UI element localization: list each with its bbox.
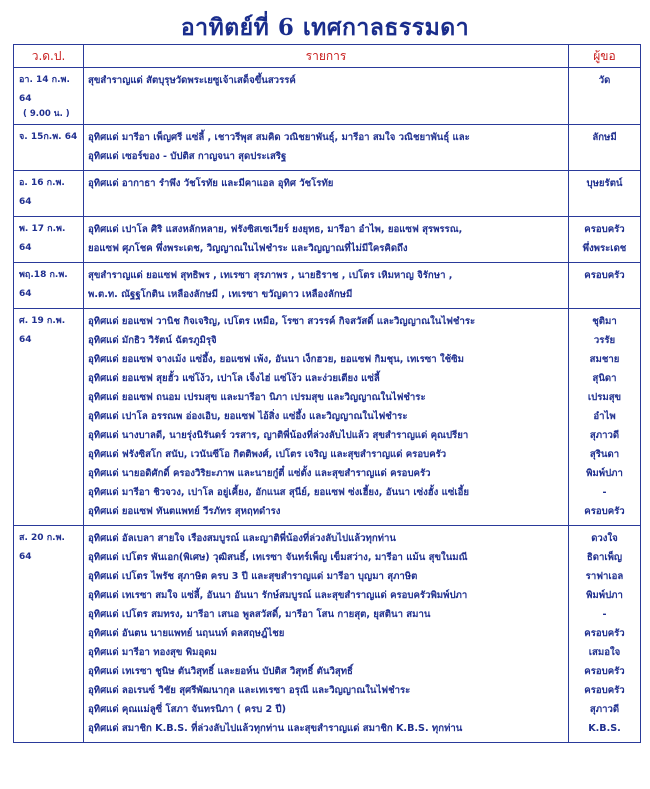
requester-name: สุภาวดี xyxy=(589,430,620,441)
requester-name: เปรมสุข xyxy=(587,392,622,403)
intention-line: อุทิศแด่ คุณแม่ลูซี่ โสภา จันทรนิภา ( ครบ 2 ปี) xyxy=(88,704,287,715)
requester-name: ชุติมา xyxy=(592,316,617,327)
row-requester-cell xyxy=(569,526,641,743)
header-requester: ผู้ขอ xyxy=(569,45,641,68)
row-date-cell xyxy=(14,217,84,263)
requester-name: ครอบครัว xyxy=(584,685,625,696)
row-date: อ. 16 ก.พ. 64 xyxy=(19,178,65,207)
intention-line: อุทิศแด่ อันตน นายแพทย์ นฤนนท์ ดลสฤษฎ์ไชย xyxy=(88,628,285,639)
row-date: พฤ.18 ก.พ. 64 xyxy=(19,270,68,299)
header-items: รายการ xyxy=(84,45,569,68)
requester-name: ครอบครัว xyxy=(584,506,625,517)
requester-name: - xyxy=(602,609,607,620)
intention-line: อุทิศแด่ เปโตร สมทรง, มารีอา เสนอ พูลสวัสดิ์, มารีอา โสน กายสุต, ยุสตินา สมาน xyxy=(88,609,431,620)
row-date-cell xyxy=(14,68,84,125)
table-row xyxy=(14,309,641,526)
row-date-time: ( 9.00 น. ) xyxy=(23,109,70,119)
intention-line: ยอแซฟ ศุภโชค พึ่งพระเดช, วิญญาณในไฟชำระ และวิญญาณที่ไม่มีใครคิดถึง xyxy=(88,243,408,254)
intention-line: อุทิศแด่ เปาโล อรรณพ อ่องเอิบ, ยอแซฟ ไอ้สิ่ง แซ่อึ้ง และวิญญาณในไฟชำระ xyxy=(88,411,408,422)
requester-name: ครอบครัว xyxy=(584,666,625,677)
page-title: อาทิตย์ที่ 6 เทศกาลธรรมดา xyxy=(180,14,470,41)
row-requester-cell xyxy=(569,125,641,171)
requester-name: ครอบครัว xyxy=(584,270,625,281)
row-items-cell xyxy=(84,125,569,171)
row-items-cell xyxy=(84,68,569,125)
table-row xyxy=(14,526,641,743)
intention-line: อุทิศแด่ ฟรังซิสโก สนับ, เวนันซีโอ กิตติพงศ์, เปโตร เจริญ และสุขสำราญแด่ ครอบครัว xyxy=(88,449,447,460)
intention-line: อุทิศแด่ ยอแซฟ ทันตแพทย์ วีรภัทร สุหฤทดำรง xyxy=(88,506,281,517)
requester-name: พึ่งพระเดช xyxy=(582,243,627,254)
requester-name: สมชาย xyxy=(589,354,620,365)
row-date: อา. 14 ก.พ. 64 xyxy=(19,75,70,104)
intention-line: อุทิศแด่ ลอเรนซ์ วิชัย สุศรีพัฒนากุล และเทเรซา อรุณี และวิญญาณในไฟชำระ xyxy=(88,685,411,696)
intention-line: อุทิศแด่ นายอดิศักดิ์ ครองวิริยะภาพ และนายกู๋ตี๋ แซ่ตั้ง และสุขสำราญแด่ ครอบครัว xyxy=(88,468,431,479)
requester-name: สุภาวดี xyxy=(589,704,620,715)
intention-line: อุทิศแด่ อัลเบลา สายใจ เรืองสมบูรณ์ และญาติพี่น้องที่ล่วงลับไปแล้วทุกท่าน xyxy=(88,533,396,544)
requester-name: ธิดาเพ็ญ xyxy=(586,552,623,563)
requester-name: เสมอใจ xyxy=(588,647,621,658)
requester-name: สุนิดา xyxy=(592,373,617,384)
table-row xyxy=(14,171,641,217)
requester-name: พิมพ์ปภา xyxy=(586,468,623,479)
intention-line: อุทิศแด่ เปาโล ศิริ แสงหลักหลาย, ฟรังซิสเซเวียร์ ยงยุทธ, มารีอา อำไพ, ยอแซฟ สุรพรรณ, xyxy=(88,224,463,235)
row-items-cell xyxy=(84,309,569,526)
row-date: พ. 17 ก.พ. 64 xyxy=(19,224,66,253)
requester-name: สุรินดา xyxy=(589,449,620,460)
intention-line: อุทิศแด่ มารีอา เพ็ญศรี แซ่ลี้ , เชาวรีพุส สมคิด วณิชยาพันธุ์, มารีอา สมใจ วณิชยาพันธุ์ และ xyxy=(88,132,470,143)
requester-name: - xyxy=(602,487,607,498)
row-requester-cell xyxy=(569,171,641,217)
table-row xyxy=(14,68,641,125)
requester-name: วรรัย xyxy=(593,335,616,346)
requester-name: ครอบครัว xyxy=(584,224,625,235)
table-row xyxy=(14,263,641,309)
requester-name: ครอบครัว xyxy=(584,628,625,639)
intention-line: อุทิศแด่ มักธิว วิรัตน์ ฉัตรภูมิรุจิ xyxy=(88,335,217,346)
row-items-cell xyxy=(84,217,569,263)
requester-name: อำไพ xyxy=(593,411,616,422)
intention-line: อุทิศแด่ เปโตร ไพรัช สุภาษิต ครบ 3 ปี และสุขสำราญแด่ มารีอา บุญมา สุภาษิต xyxy=(88,571,418,582)
intention-line: สุขสำราญแด่ สัตบุรุษวัดพระเยซูเจ้าเสด็จขึ้นสวรรค์ xyxy=(88,75,296,86)
row-items-cell xyxy=(84,526,569,743)
intention-line: อุทิศแด่ เซอร์ของ - บัปติส กาญจนา สุดประเสริฐ xyxy=(88,151,287,162)
row-date-cell xyxy=(14,263,84,309)
intention-line: อุทิศแด่ ยอแซฟ วานิช กิจเจริญ, เปโตร เหมือ, โรซา สวรรค์ กิจสวัสดิ์ และวิญญาณในไฟชำระ xyxy=(88,316,476,327)
row-requester-cell xyxy=(569,217,641,263)
table-row xyxy=(14,217,641,263)
requester-name: ดวงใจ xyxy=(591,533,618,544)
table-body xyxy=(14,68,641,743)
table-header-row xyxy=(14,45,641,68)
requester-name: ราฟาเอล xyxy=(585,571,624,582)
intention-line: อุทิศแด่ สมาชิก K.B.S. ที่ล่วงลับไปแล้วทุกท่าน และสุขสำราญแด่ สมาชิก K.B.S. ทุกท่าน xyxy=(88,723,463,734)
intention-line: อุทิศแด่ เปโตร พันเอก(พิเศษ) วุฒิสนธิ์, เทเรซา จันทร์เพ็ญ เข็มสว่าง, มารีอา แม้น สุขในมณี xyxy=(88,552,468,563)
row-date-cell xyxy=(14,125,84,171)
intention-line: สุขสำราญแด่ ยอแซฟ สุทธิพร , เทเรซา สุรภาพร , นายธิราช , เปโตร เหิมหาญ จิรักษา , xyxy=(88,270,453,281)
row-requester-cell xyxy=(569,263,641,309)
row-date: ศ. 19 ก.พ. 64 xyxy=(19,316,66,345)
intention-line: อุทิศแด่ เทเรซา ชูนิษ ตันวิสุทธิ์ และยอห์น บัปติส วิสุทธิ์ ตันวิสุทธิ์ xyxy=(88,666,353,677)
row-date: จ. 15ก.พ. 64 xyxy=(19,132,78,142)
row-items-cell xyxy=(84,263,569,309)
row-date-cell xyxy=(14,309,84,526)
row-requester-cell xyxy=(569,309,641,526)
header-date: ว.ด.ป. xyxy=(14,45,84,68)
requester-name: บุษยรัตน์ xyxy=(586,178,623,189)
intention-line: อุทิศแด่ นางบาลดี, นายรุ่งนิรันดร์ วรสาร, ญาติพี่น้องที่ล่วงลับไปแล้ว สุขสำราญแด่ คุณปรียา xyxy=(88,430,469,441)
mass-intentions-table xyxy=(13,44,641,743)
requester-name: K.B.S. xyxy=(588,723,621,734)
intention-line: อุทิศแด่ มารีอา ทองสุข พิมอุดม xyxy=(88,647,217,658)
row-items-cell xyxy=(84,171,569,217)
row-requester-cell xyxy=(569,68,641,125)
requester-name: วัด xyxy=(598,75,611,86)
intention-line: พ.ต.ท. ณัฐฐโกติน เหลืองลักษมี , เทเรซา ขวัญดาว เหลืองลักษมี xyxy=(88,289,353,300)
table-row xyxy=(14,125,641,171)
row-date-cell xyxy=(14,526,84,743)
intention-line: อุทิศแด่ ยอแซฟ ถนอม เปรมสุข และมารีอา นิภา เปรมสุข และวิญญาณในไฟชำระ xyxy=(88,392,426,403)
intention-line: อุทิศแด่ มารีอา ชิวจวง, เปาโล อยู่เคี้ยง, อักแนส สุนีย์, ยอแซฟ ซ่งเฮี้ยง, อันนา เซ่งฮั้ง แซ่เอี้ย xyxy=(88,487,470,498)
intention-line: อุทิศแด่ อากาธา รำพึง วัชโรทัย และมีคาแอล อุทิศ วัชโรทัย xyxy=(88,178,334,189)
requester-name: ลักษมี xyxy=(592,132,617,143)
intention-line: อุทิศแด่ ยอแซฟ สุยฮั้ว แซ่โง้ว, เปาโล เจ็งไฮ่ แซ่โง้ว และง่วยเตียง แซ่ลี้ xyxy=(88,373,380,384)
intention-line: อุทิศแด่ ยอแซฟ จางเม้ง แซ่อึ้ง, ยอแซฟ เพ้ง, อันนา เง็กฮวย, ยอแซฟ กิมชุน, เทเรซา ใช้ซิม xyxy=(88,354,464,365)
requester-name: พิมพ์ปภา xyxy=(586,590,623,601)
intention-line: อุทิศแด่ เทเรซา สมใจ แซ่ลี้, อันนา อันนา รักษ์สมบูรณ์ และสุขสำราญแด่ ครอบครัวพิมพ์ปภา xyxy=(88,590,468,601)
row-date-cell xyxy=(14,171,84,217)
row-date: ส. 20 ก.พ. 64 xyxy=(19,533,65,562)
